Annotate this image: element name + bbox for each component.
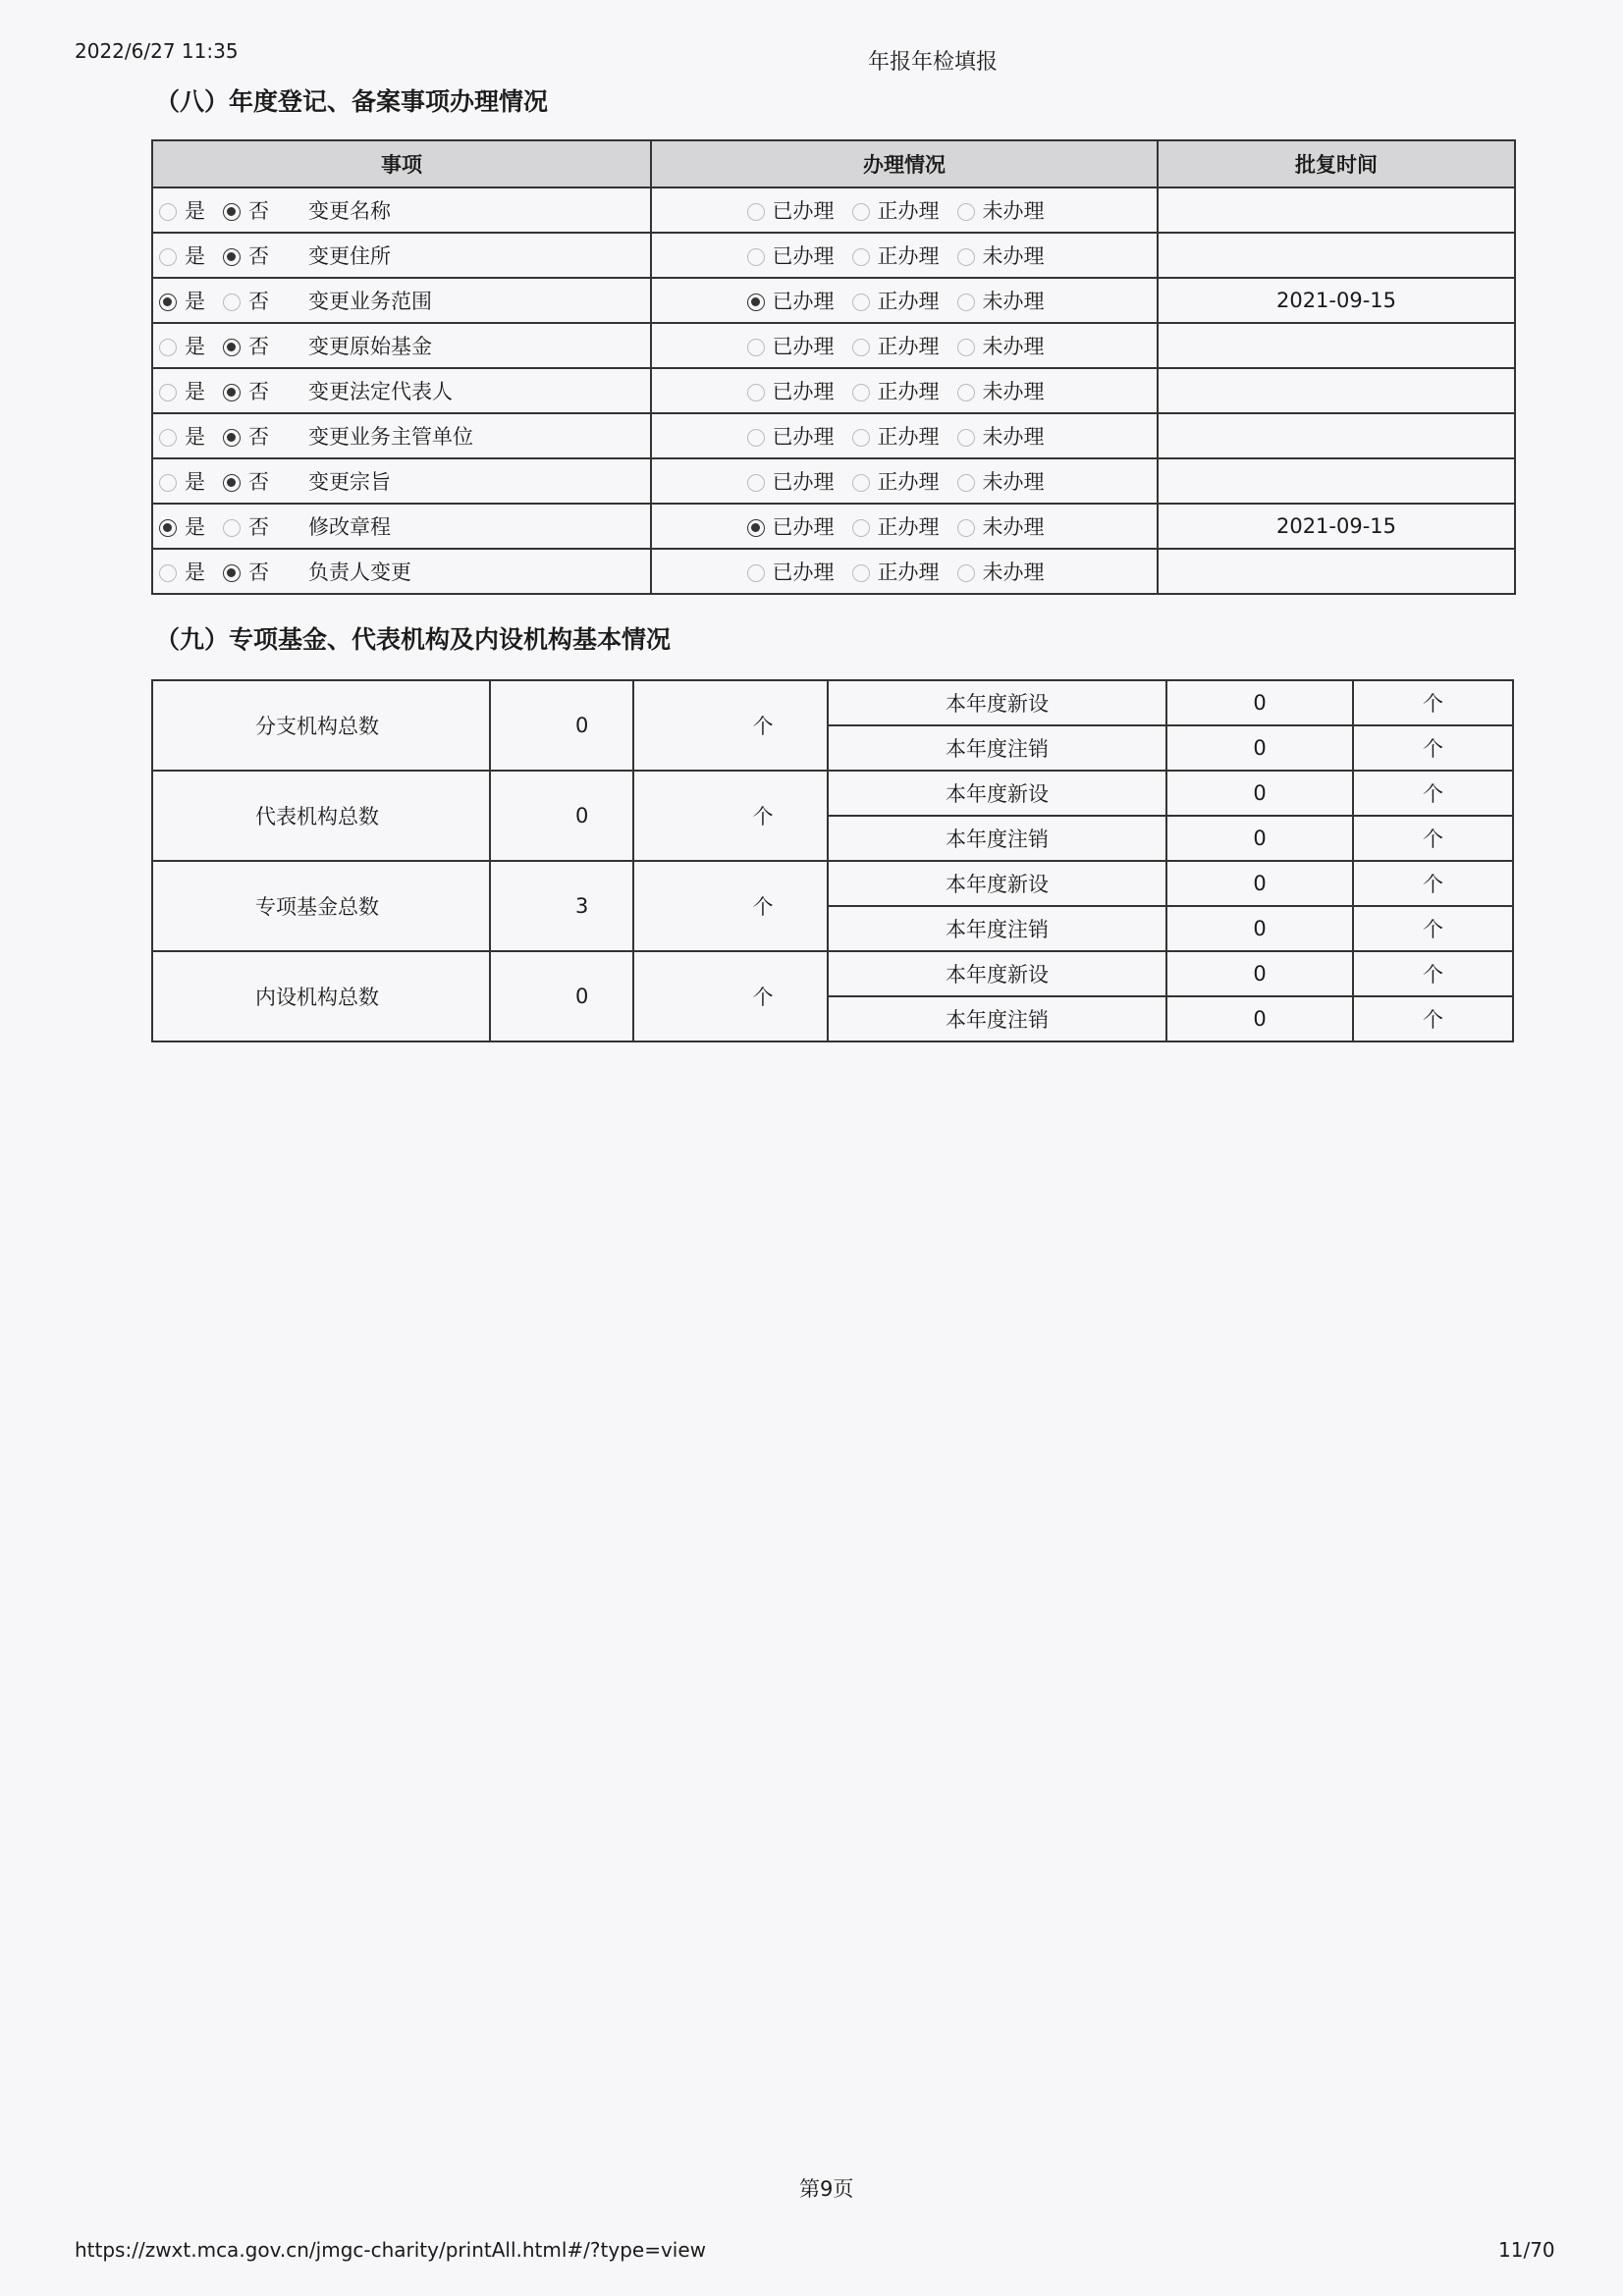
col-header-date: 批复时间	[1158, 140, 1515, 187]
status-label: 正办理	[877, 515, 940, 539]
item-name: 变更业务主管单位	[308, 425, 473, 449]
status-radio-indicator[interactable]	[957, 248, 975, 266]
status-radio-indicator[interactable]	[957, 384, 975, 401]
status-radio-indicator[interactable]	[852, 248, 870, 266]
approval-date	[1158, 368, 1515, 413]
status-option[interactable]	[747, 511, 835, 541]
status-radio-indicator[interactable]	[747, 248, 765, 266]
approval-date	[1158, 323, 1515, 368]
status-label: 未办理	[982, 244, 1045, 268]
approval-date: 2021-09-15	[1158, 278, 1515, 323]
table-row	[152, 680, 1513, 725]
radio-no-label: 否	[248, 515, 269, 539]
status-label: 正办理	[877, 290, 940, 313]
table-row	[152, 368, 1515, 413]
status-label: 正办理	[877, 470, 940, 494]
table-row	[152, 413, 1515, 458]
status-option[interactable]	[852, 376, 940, 405]
radio-yes-label: 是	[185, 425, 205, 449]
footer-page-count: 11/70	[1498, 2238, 1555, 2262]
table-row	[152, 278, 1515, 323]
status-radio-indicator[interactable]	[747, 339, 765, 356]
status-radio-indicator[interactable]	[852, 203, 870, 221]
radio-yes-label: 是	[185, 335, 205, 358]
status-label: 已办理	[772, 515, 835, 539]
approval-date	[1158, 187, 1515, 233]
status-option[interactable]	[957, 466, 1045, 496]
status-option[interactable]	[852, 511, 940, 541]
radio-no[interactable]	[223, 466, 269, 496]
status-radio-indicator[interactable]	[747, 429, 765, 447]
status-radio-indicator[interactable]	[747, 564, 765, 582]
approval-date	[1158, 458, 1515, 504]
unit-label: 个	[1353, 996, 1513, 1041]
status-option[interactable]	[747, 240, 835, 270]
status-label: 未办理	[982, 335, 1045, 358]
cancel-label: 本年度注销	[828, 725, 1166, 771]
radio-no-label: 否	[248, 380, 269, 403]
radio-yes-indicator[interactable]	[159, 248, 177, 266]
status-label: 未办理	[982, 199, 1045, 223]
radio-yes-indicator[interactable]	[159, 294, 177, 311]
status-option[interactable]	[747, 466, 835, 496]
radio-no-indicator[interactable]	[223, 474, 241, 492]
new-label: 本年度新设	[828, 861, 1166, 906]
status-radio-indicator[interactable]	[957, 429, 975, 447]
new-count: 0	[1166, 680, 1353, 725]
status-label: 未办理	[982, 290, 1045, 313]
item-name: 修改章程	[308, 515, 391, 539]
section9-title: （九）专项基金、代表机构及内设机构基本情况	[155, 625, 672, 654]
status-label: 未办理	[982, 561, 1045, 584]
registration-table	[151, 139, 1516, 595]
status-label: 已办理	[772, 425, 835, 449]
status-label: 正办理	[877, 244, 940, 268]
radio-yes[interactable]	[159, 511, 205, 541]
unit-label: 个	[633, 771, 828, 861]
radio-no[interactable]	[223, 511, 269, 541]
radio-yes-label: 是	[185, 470, 205, 494]
status-radio-indicator[interactable]	[852, 384, 870, 401]
radio-yes-label: 是	[185, 515, 205, 539]
status-radio-indicator[interactable]	[957, 294, 975, 311]
status-option[interactable]	[852, 421, 940, 451]
radio-yes-indicator[interactable]	[159, 564, 177, 582]
status-option[interactable]	[957, 195, 1045, 225]
status-option[interactable]	[957, 286, 1045, 315]
status-option[interactable]	[957, 240, 1045, 270]
radio-yes-indicator[interactable]	[159, 203, 177, 221]
status-option[interactable]	[747, 286, 835, 315]
status-radio-indicator[interactable]	[852, 564, 870, 582]
status-label: 正办理	[877, 199, 940, 223]
radio-yes[interactable]	[159, 195, 205, 225]
status-label: 已办理	[772, 290, 835, 313]
radio-yes[interactable]	[159, 376, 205, 405]
radio-yes-label: 是	[185, 244, 205, 268]
unit-label: 个	[1353, 861, 1513, 906]
status-option[interactable]	[747, 195, 835, 225]
new-count: 0	[1166, 771, 1353, 816]
status-label: 已办理	[772, 244, 835, 268]
table-row	[152, 323, 1515, 368]
status-option[interactable]	[957, 376, 1045, 405]
radio-no-label: 否	[248, 244, 269, 268]
radio-no-label: 否	[248, 561, 269, 584]
item-name: 变更宗旨	[308, 470, 391, 494]
cancel-label: 本年度注销	[828, 996, 1166, 1041]
institution-label: 代表机构总数	[152, 771, 490, 861]
status-option[interactable]	[852, 331, 940, 360]
table-row	[152, 187, 1515, 233]
radio-yes[interactable]	[159, 331, 205, 360]
footer-url: https://zwxt.mca.gov.cn/jmgc-charity/printAll.html#/?type=view	[75, 2238, 707, 2262]
table-row	[152, 458, 1515, 504]
table-row	[152, 861, 1513, 906]
table-row	[152, 233, 1515, 278]
status-option[interactable]	[957, 511, 1045, 541]
print-datetime: 2022/6/27 11:35	[75, 39, 239, 63]
approval-date: 2021-09-15	[1158, 504, 1515, 549]
status-option[interactable]	[852, 286, 940, 315]
status-label: 未办理	[982, 515, 1045, 539]
unit-label: 个	[1353, 771, 1513, 816]
radio-yes-label: 是	[185, 380, 205, 403]
status-label: 正办理	[877, 561, 940, 584]
status-label: 未办理	[982, 380, 1045, 403]
institution-total: 0	[490, 951, 633, 1041]
table-row	[152, 549, 1515, 594]
status-label: 已办理	[772, 470, 835, 494]
status-radio-indicator[interactable]	[957, 519, 975, 537]
radio-no-label: 否	[248, 290, 269, 313]
radio-yes-label: 是	[185, 561, 205, 584]
radio-no-indicator[interactable]	[223, 339, 241, 356]
status-option[interactable]	[852, 557, 940, 586]
new-label: 本年度新设	[828, 951, 1166, 996]
institution-total: 3	[490, 861, 633, 951]
status-option[interactable]	[957, 557, 1045, 586]
status-label: 正办理	[877, 380, 940, 403]
institution-label: 内设机构总数	[152, 951, 490, 1041]
col-header-item: 事项	[152, 140, 651, 187]
radio-no[interactable]	[223, 557, 269, 586]
status-option[interactable]	[747, 331, 835, 360]
new-label: 本年度新设	[828, 771, 1166, 816]
status-option[interactable]	[852, 466, 940, 496]
radio-yes-label: 是	[185, 199, 205, 223]
item-name: 变更住所	[308, 244, 391, 268]
radio-no[interactable]	[223, 376, 269, 405]
status-label: 正办理	[877, 335, 940, 358]
radio-no[interactable]	[223, 286, 269, 315]
radio-no-label: 否	[248, 335, 269, 358]
table-row	[152, 951, 1513, 996]
status-label: 未办理	[982, 470, 1045, 494]
radio-no-indicator[interactable]	[223, 294, 241, 311]
radio-no-label: 否	[248, 470, 269, 494]
radio-no[interactable]	[223, 240, 269, 270]
radio-no-indicator[interactable]	[223, 384, 241, 401]
radio-no-indicator[interactable]	[223, 429, 241, 447]
radio-yes-indicator[interactable]	[159, 429, 177, 447]
radio-yes[interactable]	[159, 557, 205, 586]
item-name: 变更原始基金	[308, 335, 432, 358]
unit-label: 个	[1353, 680, 1513, 725]
institution-label: 分支机构总数	[152, 680, 490, 771]
table-header-row	[152, 140, 1515, 187]
table-row	[152, 504, 1515, 549]
radio-no[interactable]	[223, 195, 269, 225]
radio-yes-indicator[interactable]	[159, 474, 177, 492]
status-radio-indicator[interactable]	[747, 474, 765, 492]
radio-no-indicator[interactable]	[223, 203, 241, 221]
status-radio-indicator[interactable]	[852, 519, 870, 537]
col-header-status: 办理情况	[651, 140, 1158, 187]
status-option[interactable]	[747, 421, 835, 451]
table-row	[152, 771, 1513, 816]
radio-no-label: 否	[248, 425, 269, 449]
status-label: 已办理	[772, 561, 835, 584]
radio-no-indicator[interactable]	[223, 564, 241, 582]
cancel-label: 本年度注销	[828, 816, 1166, 861]
status-option[interactable]	[957, 421, 1045, 451]
status-label: 已办理	[772, 335, 835, 358]
status-option[interactable]	[852, 240, 940, 270]
status-radio-indicator[interactable]	[747, 519, 765, 537]
cancel-count: 0	[1166, 816, 1353, 861]
status-radio-indicator[interactable]	[957, 474, 975, 492]
status-label: 已办理	[772, 199, 835, 223]
status-radio-indicator[interactable]	[957, 564, 975, 582]
unit-label: 个	[1353, 816, 1513, 861]
radio-yes-label: 是	[185, 290, 205, 313]
section8-title: （八）年度登记、备案事项办理情况	[155, 87, 549, 116]
status-label: 未办理	[982, 425, 1045, 449]
radio-yes[interactable]	[159, 286, 205, 315]
status-radio-indicator[interactable]	[957, 203, 975, 221]
institution-total: 0	[490, 771, 633, 861]
status-option[interactable]	[747, 557, 835, 586]
unit-label: 个	[1353, 951, 1513, 996]
status-radio-indicator[interactable]	[747, 203, 765, 221]
radio-no-indicator[interactable]	[223, 519, 241, 537]
status-radio-indicator[interactable]	[747, 294, 765, 311]
status-option[interactable]	[957, 331, 1045, 360]
unit-label: 个	[633, 680, 828, 771]
status-radio-indicator[interactable]	[747, 384, 765, 401]
radio-yes-indicator[interactable]	[159, 339, 177, 356]
status-radio-indicator[interactable]	[852, 429, 870, 447]
radio-yes-indicator[interactable]	[159, 384, 177, 401]
cancel-count: 0	[1166, 725, 1353, 771]
unit-label: 个	[633, 951, 828, 1041]
approval-date	[1158, 413, 1515, 458]
unit-label: 个	[633, 861, 828, 951]
radio-yes[interactable]	[159, 466, 205, 496]
radio-yes-indicator[interactable]	[159, 519, 177, 537]
status-label: 正办理	[877, 425, 940, 449]
page-title: 年报年检填报	[868, 50, 999, 75]
radio-no-indicator[interactable]	[223, 248, 241, 266]
item-name: 负责人变更	[308, 561, 411, 584]
radio-no[interactable]	[223, 331, 269, 360]
approval-date	[1158, 549, 1515, 594]
item-name: 变更法定代表人	[308, 380, 453, 403]
status-option[interactable]	[852, 195, 940, 225]
item-name: 变更业务范围	[308, 290, 432, 313]
status-option[interactable]	[747, 376, 835, 405]
new-label: 本年度新设	[828, 680, 1166, 725]
approval-date	[1158, 233, 1515, 278]
unit-label: 个	[1353, 906, 1513, 951]
radio-no-label: 否	[248, 199, 269, 223]
status-radio-indicator[interactable]	[852, 474, 870, 492]
page-number: 第9页	[799, 2177, 854, 2201]
institution-table	[151, 679, 1514, 1042]
new-count: 0	[1166, 951, 1353, 996]
unit-label: 个	[1353, 725, 1513, 771]
radio-yes[interactable]	[159, 240, 205, 270]
status-radio-indicator[interactable]	[852, 339, 870, 356]
status-radio-indicator[interactable]	[852, 294, 870, 311]
radio-yes[interactable]	[159, 421, 205, 451]
new-count: 0	[1166, 861, 1353, 906]
radio-no[interactable]	[223, 421, 269, 451]
institution-label: 专项基金总数	[152, 861, 490, 951]
cancel-count: 0	[1166, 906, 1353, 951]
status-label: 已办理	[772, 380, 835, 403]
institution-total: 0	[490, 680, 633, 771]
status-radio-indicator[interactable]	[957, 339, 975, 356]
cancel-label: 本年度注销	[828, 906, 1166, 951]
item-name: 变更名称	[308, 199, 391, 223]
cancel-count: 0	[1166, 996, 1353, 1041]
